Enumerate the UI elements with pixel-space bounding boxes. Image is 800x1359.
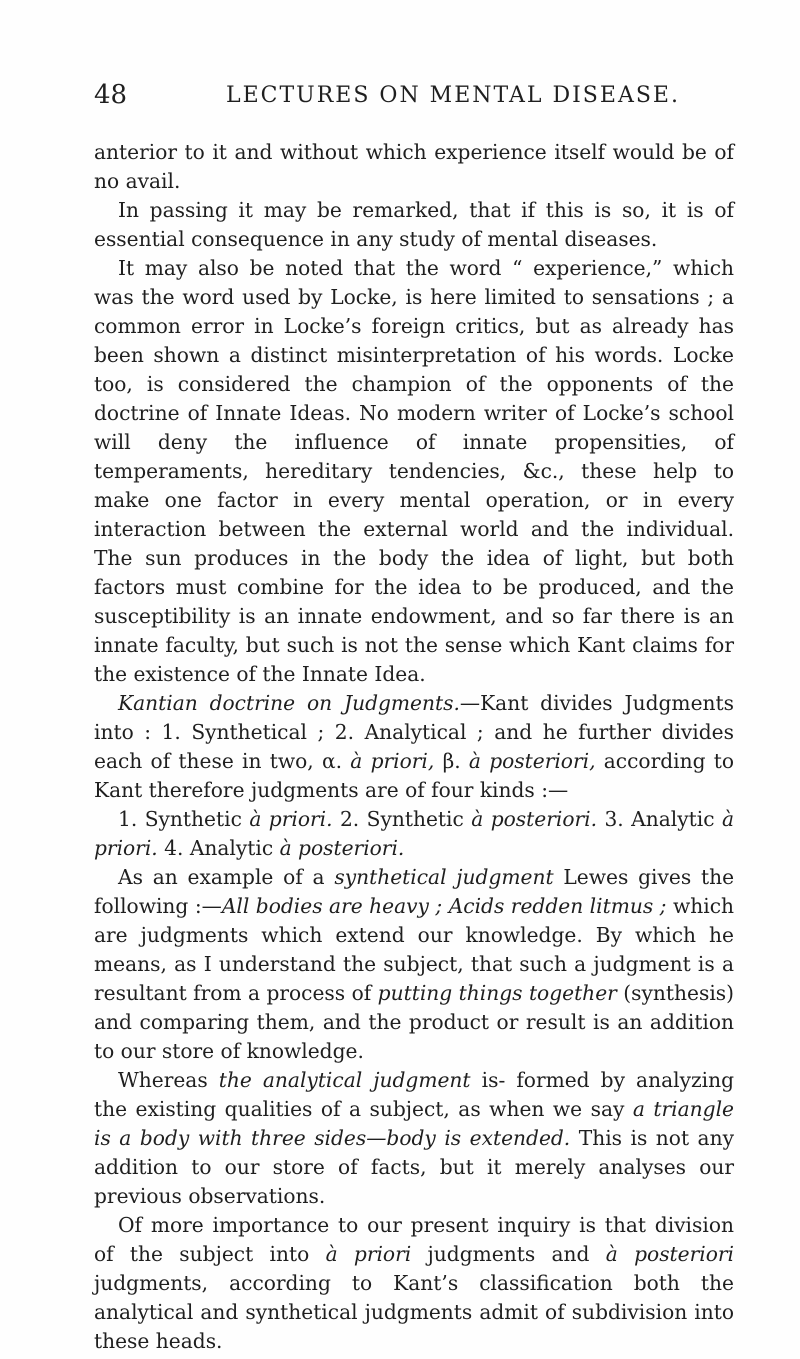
italic-term: the analytical judgment xyxy=(218,1068,471,1092)
italic-term: synthetical judgment xyxy=(334,865,554,889)
paragraph-analytical xyxy=(94,1066,734,1211)
italic-example: All bodies are heavy ; xyxy=(221,894,443,918)
paragraph-text: according to Kant therefore judgments are of four kinds :— xyxy=(94,749,735,802)
paragraph xyxy=(94,196,734,254)
kind-label: 4. Analytic xyxy=(164,836,274,860)
paragraph-text: —Kant divides Judgments into : 1. Synthetical ; 2. Analytical ; and he further divides each of these in two, xyxy=(94,691,734,773)
latin-term: à priori. xyxy=(249,807,333,831)
division-label: α. xyxy=(321,749,343,773)
paragraph-text: In passing it may be remarked, that if this is so, it is of essential consequence in any study of mental diseases. xyxy=(94,198,734,251)
paragraph-text: Of more importance to our present inquiry is that division of the subject into xyxy=(94,1213,734,1266)
body-text xyxy=(94,138,734,1356)
kind-label: 1. Synthetic xyxy=(118,807,242,831)
paragraph-text: Whereas xyxy=(118,1068,208,1092)
latin-term: à posteriori. xyxy=(471,807,598,831)
paragraph-text: This is not any addition to our store of facts, but it merely analyses our previous observations. xyxy=(94,1126,735,1208)
running-head xyxy=(94,80,734,120)
paragraph-kantian-doctrine xyxy=(94,689,734,805)
paragraph-text: which are judgments which extend our knowledge. By which he means, as I understand the subject, that such a judgment is a resultant from a process of xyxy=(94,894,735,1005)
paragraph xyxy=(94,254,734,689)
paragraph-text: It may also be noted that the word “ experience,” which was the word used by Locke, is here limited to sensations ; a common error in Locke’s foreign critics, but as already has been shown a distinct misinterpretation of his words. Locke too, is considered the champion of the opponents of the doctrine of Innate Ideas. No modern writer of Locke’s school will deny the influence of innate propensities, of temperaments, hereditary tendencies, &c., these help to make one factor in every mental operation, or in every interaction between the external world and the individual. The sun produces in the body the idea of light, but both factors must combine for the idea to be produced, and the susceptibility is an innate endowment, and so far there is an innate faculty, but such is not the sense which Kant claims for the existence of the Innate Idea. xyxy=(94,256,734,686)
division-label: β. xyxy=(442,749,461,773)
kind-label: 3. Analytic xyxy=(604,807,715,831)
paragraph-conclusion xyxy=(94,1211,734,1356)
paragraph-text: judgments and xyxy=(427,1242,590,1266)
paragraph xyxy=(94,138,734,196)
italic-term: putting things together xyxy=(377,981,617,1005)
paragraph-judgment-kinds xyxy=(94,805,734,863)
paragraph-text: As an example of a xyxy=(118,865,325,889)
latin-term: à posteriori, xyxy=(468,749,596,773)
running-title: LECTURES ON MENTAL DISEASE. xyxy=(226,83,680,108)
kind-label: 2. Synthetic xyxy=(339,807,464,831)
paragraph-synthetical xyxy=(94,863,734,1066)
paragraph-text: (synthesis) and comparing them, and the product or result is an addition to our store of knowledge. xyxy=(94,981,735,1063)
italic-example: Acids redden litmus ; xyxy=(448,894,667,918)
italic-example: a triangle is a body with three sides—body is extended. xyxy=(94,1097,734,1150)
page-number: 48 xyxy=(94,80,128,110)
paragraph-text: judgments, according to Kant’s classification both the analytical and synthetical judgments admit of subdivision into these heads. xyxy=(94,1271,734,1353)
paragraph-text: is- formed by analyzing the existing qualities of a subject, as when we say xyxy=(94,1068,734,1121)
latin-term: à priori xyxy=(325,1242,412,1266)
paragraph-text: anterior to it and without which experience itself would be of no avail. xyxy=(94,140,734,193)
latin-term: à posteriori. xyxy=(279,836,405,860)
section-heading: Kantian doctrine on Judgments. xyxy=(118,691,460,715)
latin-term: à priori, xyxy=(350,749,435,773)
latin-term: à priori. xyxy=(94,807,734,860)
paragraph-text: Lewes gives the following :— xyxy=(94,865,735,918)
latin-term: à posteriori xyxy=(605,1242,734,1266)
